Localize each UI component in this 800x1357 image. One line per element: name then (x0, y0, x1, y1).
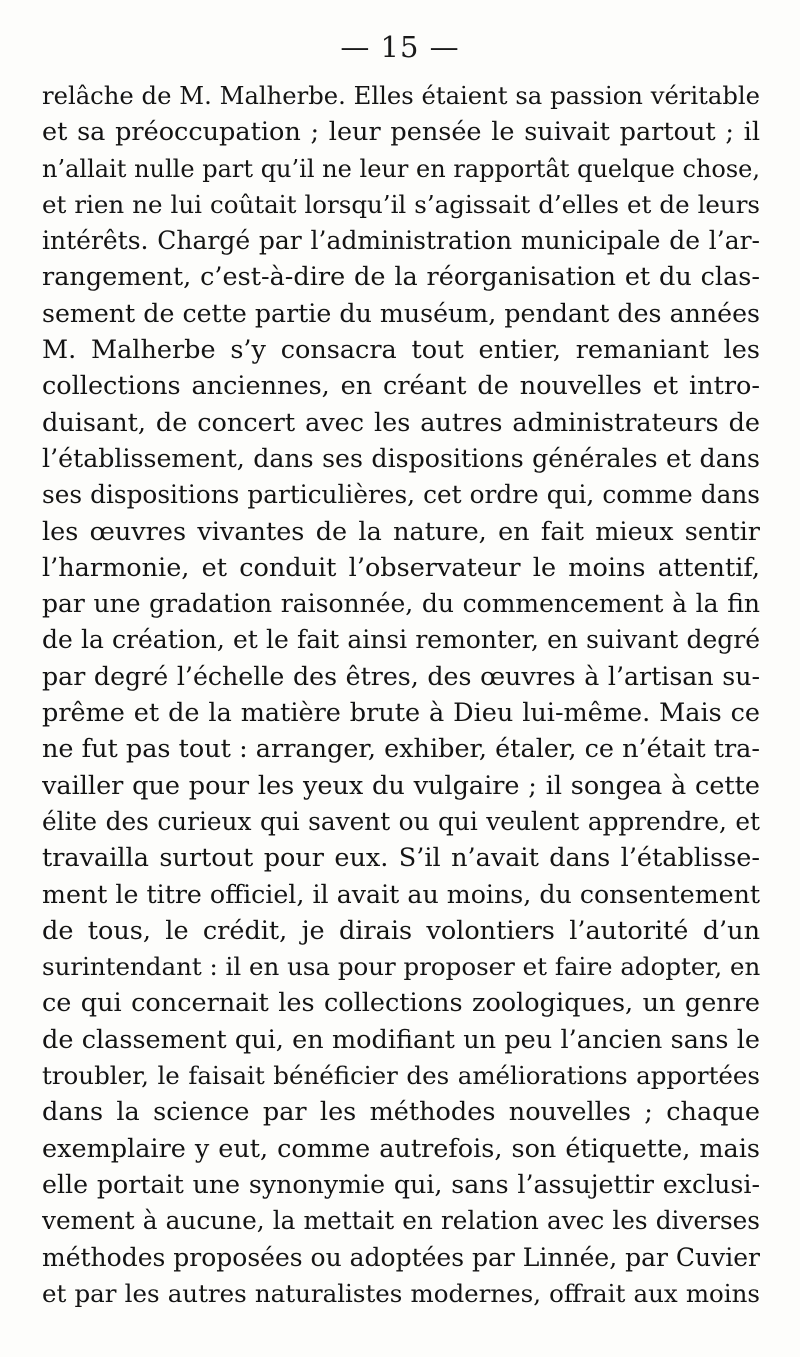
text-line: ce qui concernait les collections zoologiques, un genre (42, 988, 760, 1019)
text-line: rangement, c’est-à-dire de la réorganisation et du clas- (42, 262, 760, 293)
text-line: dans la science par les méthodes nouvelles ; chaque (42, 1097, 760, 1128)
text-line: prême et de la matière brute à Dieu lui-même. Mais ce (42, 698, 760, 729)
text-line: intérêts. Chargé par l’administration municipale de l’ar- (42, 226, 760, 256)
text-line: et sa préoccupation ; leur pensée le suivait partout ; il (42, 117, 760, 148)
text-line: vement à aucune, la mettait en relation avec les diverses (42, 1206, 760, 1236)
text-line: travailla surtout pour eux. S’il n’avait dans l’établisse- (42, 843, 760, 874)
text-line: n’allait nulle part qu’il ne leur en rapportât quelque chose, (42, 154, 760, 183)
text-line: elle portait une synonymie qui, sans l’assujettir exclusi- (42, 1169, 760, 1199)
text-line: de classement qui, en modifiant un peu l’ancien sans le (42, 1024, 760, 1055)
page-number: — 15 — (340, 30, 460, 64)
text-line: ment le titre officiel, il avait au moins, du consentement (42, 879, 760, 909)
text-line: l’établissement, dans ses dispositions générales et dans (42, 443, 760, 473)
text-line: exemplaire y eut, comme autrefois, son étiquette, mais (42, 1133, 760, 1164)
text-line: ne fut pas tout : arranger, exhiber, étaler, ce n’était tra- (42, 734, 760, 765)
text-line: et rien ne lui coûtait lorsqu’il s’agissait d’elles et de leurs (42, 189, 760, 219)
text-line: et par les autres naturalistes modernes, offrait aux moins (42, 1278, 760, 1308)
text-line: par une gradation raisonnée, du commencement à la fin (42, 589, 760, 619)
text-line: de tous, le crédit, je dirais volontiers l’autorité d’un (42, 915, 760, 946)
text-line: par degré l’échelle des êtres, des œuvres à l’artisan su- (42, 661, 760, 691)
body-text (42, 78, 760, 1312)
text-line: surintendant : il en usa pour proposer et faire adopter, en (42, 952, 760, 982)
text-line: l’harmonie, et conduit l’observateur le moins attentif, (42, 552, 760, 583)
text-line: vailler que pour les yeux du vulgaire ; il songea à cette (42, 770, 760, 801)
text-line: élite des curieux qui savent ou qui veulent apprendre, et (42, 806, 760, 836)
text-line: troubler, le faisait bénéficier des améliorations apportées (42, 1061, 760, 1091)
text-line: de la création, et le fait ainsi remonter, en suivant degré (42, 625, 760, 655)
text-line: collections anciennes, en créant de nouvelles et intro- (42, 371, 760, 402)
text-line: méthodes proposées ou adoptées par Linnée, par Cuvier (42, 1242, 760, 1272)
text-line: sement de cette partie du muséum, pendant des années (42, 298, 760, 328)
text-line: M. Malherbe s’y consacra tout entier, remaniant les (42, 335, 760, 366)
text-line: duisant, de concert avec les autres administrateurs de (42, 407, 760, 438)
text-line: les œuvres vivantes de la nature, en fait mieux sentir (42, 516, 760, 547)
text-line: relâche de M. Malherbe. Elles étaient sa passion véritable (42, 81, 760, 110)
text-line: ses dispositions particulières, cet ordre qui, comme dans (42, 480, 760, 510)
